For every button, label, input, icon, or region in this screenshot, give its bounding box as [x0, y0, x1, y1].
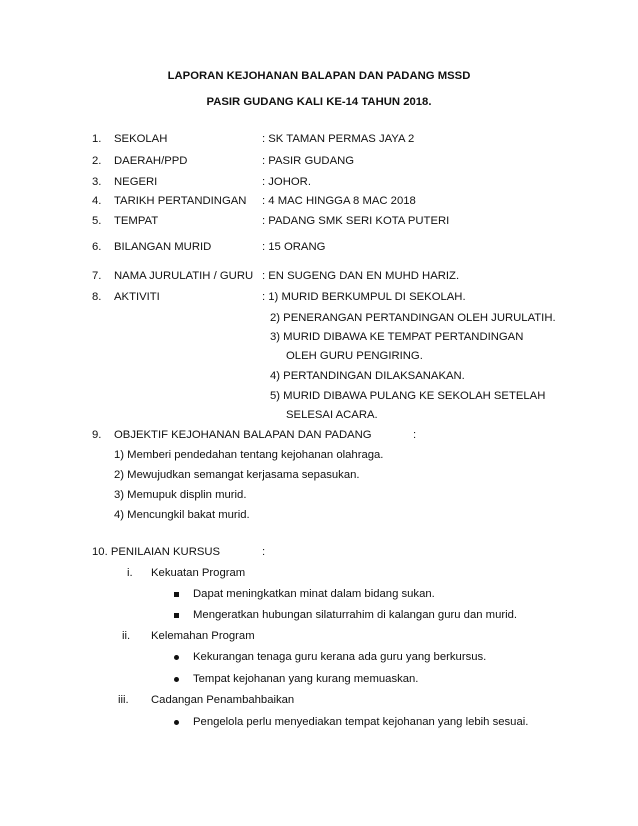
section-title: Kekuatan Program	[151, 567, 246, 579]
bullet-point	[174, 672, 418, 686]
section-title: Kelemahan Program	[151, 630, 255, 642]
info-value: : 1) MURID BERKUMPUL DI SEKOLAH.	[262, 291, 466, 303]
roman-numeral: ii.	[122, 630, 131, 642]
aktiviti-item: 2) PENERANGAN PERTANDINGAN OLEH JURULATIH.	[270, 312, 556, 324]
aktiviti-item: 5) MURID DIBAWA PULANG KE SEKOLAH SETELAH	[270, 390, 546, 402]
bullet-text: Dapat meningkatkan minat dalam bidang sukan.	[193, 588, 435, 600]
objektif-item: 1) Memberi pendedahan tentang kejohanan olahraga.	[114, 449, 384, 461]
info-num: 6.	[92, 241, 102, 253]
objektif-item: 3) Memupuk displin murid.	[114, 489, 247, 501]
bullet-text: Mengeratkan hubungan silaturrahim di kalangan guru dan murid.	[193, 609, 518, 621]
info-value: : 4 MAC HINGGA 8 MAC 2018	[262, 195, 416, 207]
info-label: BILANGAN MURID	[114, 241, 212, 253]
round-bullet-icon	[174, 655, 179, 660]
report-subtitle: PASIR GUDANG KALI KE-14 TAHUN 2018.	[206, 96, 432, 108]
round-bullet-icon	[174, 677, 179, 682]
info-value: : EN SUGENG DAN EN MUHD HARIZ.	[262, 270, 460, 282]
info-label: TARIKH PERTANDINGAN	[114, 195, 247, 207]
bullet-text: Kekurangan tenaga guru kerana ada guru yang berkursus.	[193, 651, 487, 663]
aktiviti-item: SELESAI ACARA.	[286, 409, 378, 421]
info-num: 4.	[92, 195, 102, 207]
square-bullet-icon	[174, 592, 179, 597]
info-label: DAERAH/PPD	[114, 155, 188, 167]
bullet-point	[174, 650, 486, 664]
roman-numeral: i.	[127, 567, 133, 579]
aktiviti-item: OLEH GURU PENGIRING.	[286, 350, 423, 362]
info-label: TEMPAT	[114, 215, 159, 227]
aktiviti-item: 4) PERTANDINGAN DILAKSANAKAN.	[270, 370, 465, 382]
info-value: : PADANG SMK SERI KOTA PUTERI	[262, 215, 450, 227]
info-num: 5.	[92, 215, 102, 227]
objektif-item: 4) Mencungkil bakat murid.	[114, 509, 250, 521]
objektif-heading: OBJEKTIF KEJOHANAN BALAPAN DAN PADANG	[114, 429, 372, 441]
bullet-text: Pengelola perlu menyediakan tempat kejohanan yang lebih sesuai.	[193, 716, 529, 728]
aktiviti-item: 3) MURID DIBAWA KE TEMPAT PERTANDINGAN	[270, 331, 524, 343]
square-bullet-icon	[174, 613, 179, 618]
objektif-colon: :	[413, 429, 417, 441]
info-value: : JOHOR.	[262, 176, 311, 188]
roman-numeral: iii.	[118, 694, 129, 706]
info-label: AKTIVITI	[114, 291, 160, 303]
info-num: 3.	[92, 176, 102, 188]
info-num: 1.	[92, 133, 102, 145]
bullet-point	[174, 608, 517, 622]
info-label: NEGERI	[114, 176, 158, 188]
penilaian-heading: 10. PENILAIAN KURSUS	[92, 546, 221, 558]
bullet-point	[174, 715, 528, 729]
objektif-num: 9.	[92, 429, 102, 441]
info-value: : PASIR GUDANG	[262, 155, 355, 167]
objektif-item: 2) Mewujudkan semangat kerjasama sepasukan.	[114, 469, 360, 481]
info-value: : 15 ORANG	[262, 241, 326, 253]
bullet-point	[174, 587, 435, 601]
info-num: 7.	[92, 270, 102, 282]
penilaian-colon: :	[262, 546, 266, 558]
info-label: SEKOLAH	[114, 133, 168, 145]
bullet-text: Tempat kejohanan yang kurang memuaskan.	[193, 673, 419, 685]
info-value: : SK TAMAN PERMAS JAYA 2	[262, 133, 415, 145]
report-title: LAPORAN KEJOHANAN BALAPAN DAN PADANG MSSD	[167, 70, 471, 82]
info-label: NAMA JURULATIH / GURU	[114, 270, 254, 282]
info-num: 2.	[92, 155, 102, 167]
section-title: Cadangan Penambahbaikan	[151, 694, 295, 706]
info-num: 8.	[92, 291, 102, 303]
round-bullet-icon	[174, 720, 179, 725]
